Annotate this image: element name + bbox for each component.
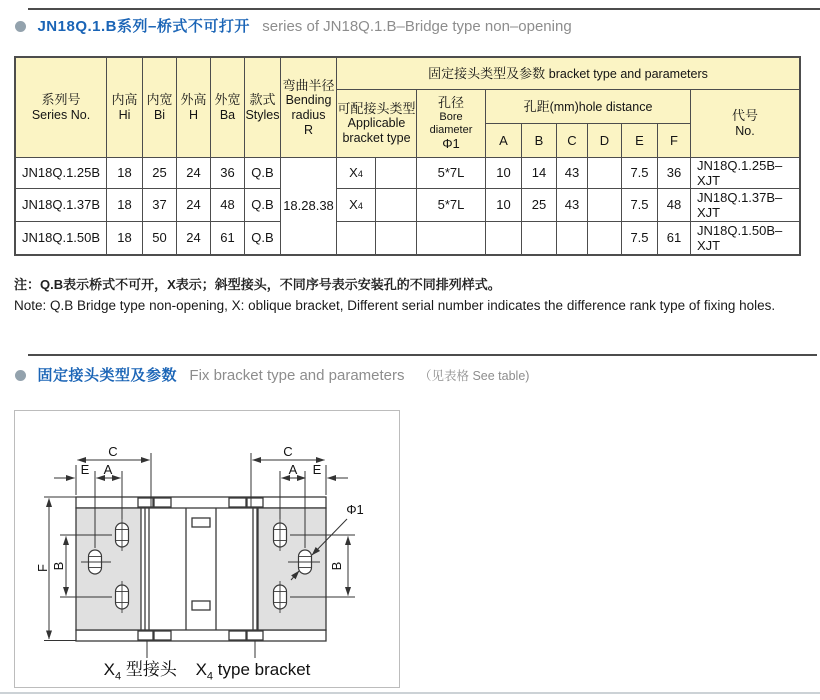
cell-bracket-1: X 4 — [337, 189, 375, 221]
cell-h-2: 24 — [177, 222, 210, 254]
hd-series-en: Series No. — [31, 107, 91, 122]
cell-hi-2: 18 — [107, 222, 142, 254]
cell-style-2: Q.B — [245, 222, 280, 254]
cell-d-1 — [588, 189, 621, 221]
section1-title-zh: JN18Q.1.B系列–桥式不可打开 — [37, 18, 250, 35]
top-divider — [28, 8, 820, 10]
cell-ba-1: 48 — [211, 189, 244, 221]
hd-col-e: E — [622, 124, 657, 157]
dim-label-phi1: Φ1 — [346, 502, 364, 517]
cell-series-0: JN18Q.1.25B — [16, 158, 106, 188]
cell-ba-2: 61 — [211, 222, 244, 254]
cell-bore-0: 5*7L — [417, 158, 485, 188]
bullet-icon — [15, 370, 26, 381]
cell-no-0: JN18Q.1.25B–XJT — [691, 158, 799, 188]
bracket-diagram-box — [14, 410, 400, 688]
cell-bore-2 — [417, 222, 485, 254]
cell-style-0: Q.B — [245, 158, 280, 188]
cell-bracket-2 — [337, 222, 375, 254]
dim-label-a-right: A — [288, 462, 298, 477]
cell-bracket-0: X 4 — [337, 158, 375, 188]
section2-title — [15, 364, 529, 385]
cell-hi-0: 18 — [107, 158, 142, 188]
section1-title-en: series of JN18Q.1.B–Bridge type non–opening — [262, 18, 572, 35]
cell-ba-0: 36 — [211, 158, 244, 188]
hd-col-d: D — [588, 124, 621, 157]
cell-bi-2: 50 — [143, 222, 176, 254]
hd-applicable-bracket: 可配接头类型 Applicable bracket type — [337, 90, 416, 157]
hd-code-no: 代号 No. — [691, 90, 799, 157]
cell-a-0: 10 — [486, 158, 521, 188]
cell-style-1: Q.B — [245, 189, 280, 221]
dim-label-e-left: E — [80, 462, 90, 477]
cell-bi-1: 37 — [143, 189, 176, 221]
cell-d-0 — [588, 158, 621, 188]
hd-col-a: A — [486, 124, 521, 157]
bullet-icon — [15, 21, 26, 32]
hd-inner-height: 内高 Hi — [107, 58, 142, 157]
cell-bracket2-2 — [376, 222, 416, 254]
cell-c-0: 43 — [557, 158, 587, 188]
cell-bi-0: 25 — [143, 158, 176, 188]
dim-label-a-left: A — [103, 462, 113, 477]
cell-b-1: 25 — [522, 189, 556, 221]
hd-series-no — [16, 58, 106, 157]
cell-b-0: 14 — [522, 158, 556, 188]
cell-b-2 — [522, 222, 556, 254]
bracket-drawing — [15, 411, 399, 661]
hd-inner-width: 内宽 Bi — [143, 58, 176, 157]
hd-series-zh: 系列号 — [41, 92, 81, 108]
hd-styles: 款式 Styles — [245, 58, 280, 157]
cell-a-1: 10 — [486, 189, 521, 221]
bottom-divider — [0, 692, 820, 694]
section1-title — [15, 15, 572, 36]
cell-h-0: 24 — [177, 158, 210, 188]
dim-label-e-right: E — [312, 462, 322, 477]
cell-c-1: 43 — [557, 189, 587, 221]
hd-hole-distance: 孔距 (mm)hole distance — [486, 90, 690, 123]
cell-e-2: 7.5 — [622, 222, 657, 254]
hd-outer-height: 外高 H — [177, 58, 210, 157]
dim-label-c-left: C — [108, 444, 118, 459]
section2-title-en: Fix bracket type and parameters — [189, 367, 405, 384]
dim-label-b-right: B — [329, 561, 344, 571]
diagram-caption: $X_4$ 型接头 $X_4$ type bracket — [103, 660, 311, 683]
cell-bending-merged: 18.28.38 — [281, 158, 336, 254]
note-en: Note: Q.B Bridge type non-opening, X: oblique bracket, Different serial number indicates the difference rank type of fixing holes. — [14, 298, 776, 313]
cell-no-1: JN18Q.1.37B–XJT — [691, 189, 799, 221]
hd-col-f: F — [658, 124, 690, 157]
dim-label-c-right: C — [283, 444, 293, 459]
cell-hi-1: 18 — [107, 189, 142, 221]
note-zh: 注：Q.B表示桥式不可开，X表示；斜型接头，不同序号表示安装孔的不同排列样式。 — [14, 277, 501, 292]
hd-bore-diameter: 孔径 Bore diameter Φ1 — [417, 90, 485, 157]
mid-divider — [28, 354, 817, 356]
spec-table — [14, 56, 801, 256]
cell-e-0: 7.5 — [622, 158, 657, 188]
hd-bracket-group: 固定接头类型及参数 bracket type and parameters — [337, 58, 799, 89]
cell-f-0: 36 — [658, 158, 690, 188]
hd-col-b: B — [522, 124, 556, 157]
dim-label-b-left: B — [51, 561, 66, 571]
dim-label-f: F — [35, 564, 50, 572]
cell-d-2 — [588, 222, 621, 254]
hd-bending-radius: 弯曲半径 Bending radius R — [281, 58, 336, 157]
hd-outer-width: 外宽 Ba — [211, 58, 244, 157]
hd-col-c: C — [557, 124, 587, 157]
cell-a-2 — [486, 222, 521, 254]
cell-bore-1: 5*7L — [417, 189, 485, 221]
cell-series-2: JN18Q.1.50B — [16, 222, 106, 254]
cell-bracket2-1 — [376, 189, 416, 221]
cell-series-1: JN18Q.1.37B — [16, 189, 106, 221]
cell-f-2: 61 — [658, 222, 690, 254]
cell-c-2 — [557, 222, 587, 254]
cell-h-1: 24 — [177, 189, 210, 221]
cell-bracket2-0 — [376, 158, 416, 188]
cell-e-1: 7.5 — [622, 189, 657, 221]
cell-no-2: JN18Q.1.50B–XJT — [691, 222, 799, 254]
section2-title-zh: 固定接头类型及参数 — [37, 367, 177, 384]
section2-see-table: （见表格 See table) — [418, 369, 530, 383]
cell-f-1: 48 — [658, 189, 690, 221]
